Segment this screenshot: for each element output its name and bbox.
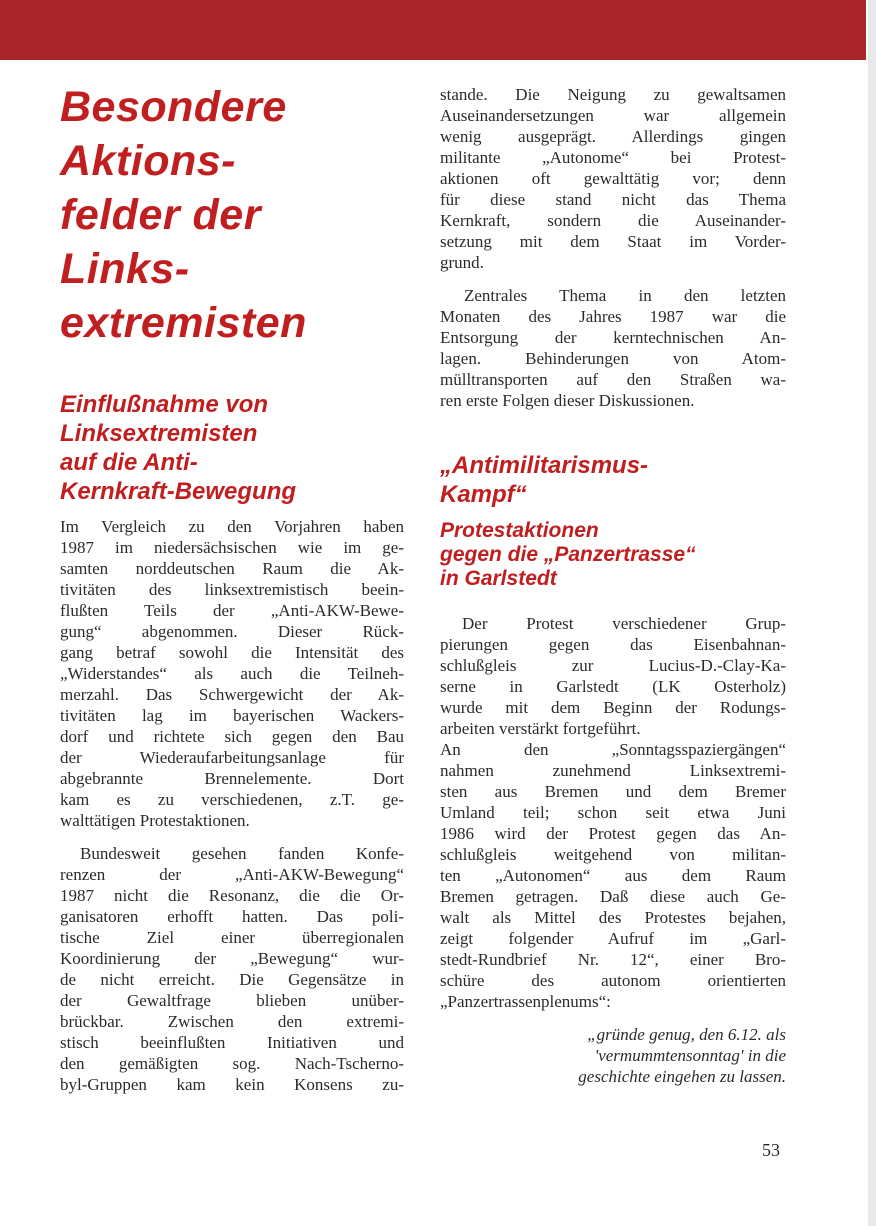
chapter-title-line: Besondere xyxy=(60,83,287,131)
quote-line: 'vermummtensonntag' in die xyxy=(594,1046,786,1065)
section-heading-line: Kampf“ xyxy=(440,481,527,508)
text-line: samten norddeutschen Raum die Ak- xyxy=(60,559,404,578)
text-line: nahmen zunehmend Linksextremi- xyxy=(440,761,786,780)
paragraph xyxy=(440,84,786,273)
right-column xyxy=(440,84,786,1087)
subsection-heading-line: Protestaktionen xyxy=(440,519,599,542)
section-heading-line: auf die Anti- xyxy=(60,449,198,476)
subsection-heading-line: gegen die „Panzertrasse“ xyxy=(440,543,696,566)
text-line: tivitäten lag im bayerischen Wackers- xyxy=(60,706,404,725)
text-line: ten „Autonomen“ aus dem Raum xyxy=(440,866,786,885)
chapter-title-line: extremisten xyxy=(60,299,307,347)
text-line: militante „Autonome“ bei Protest- xyxy=(440,148,786,167)
text-line: gung“ abgenommen. Dieser Rück- xyxy=(60,622,404,641)
paragraph xyxy=(440,613,786,1012)
text-line: kam es zu verschiedenen, z.T. ge- xyxy=(60,790,404,809)
text-line: gang betraf sowohl die Intensität des xyxy=(60,643,404,662)
text-line: byl-Gruppen kam kein Konsens zu- xyxy=(60,1075,404,1094)
paragraph xyxy=(60,843,404,1095)
chapter-title-line: Links- xyxy=(60,245,190,293)
section-heading-line: „Antimilitarismus- xyxy=(440,452,649,479)
paragraph xyxy=(440,285,786,411)
text-line: abgebrannte Brennelemente. Dort xyxy=(60,769,404,788)
quote-line: geschichte eingehen zu lassen. xyxy=(578,1067,786,1086)
chapter-title-line: Aktions- xyxy=(60,137,236,185)
text-line: 1987 im niedersächsischen wie im ge- xyxy=(60,538,404,557)
text-line: arbeiten verstärkt fortgeführt. xyxy=(440,719,641,738)
text-line: Im Vergleich zu den Vorjahren haben xyxy=(60,517,404,536)
text-line: Zentrales Thema in den letzten xyxy=(464,286,786,305)
text-line: mülltransporten auf den Straßen wa- xyxy=(440,370,786,389)
chapter-title-line: felder der xyxy=(60,191,261,239)
text-line: 1986 wird der Protest gegen das An- xyxy=(440,824,786,843)
text-line: flußten Teils der „Anti-AKW-Bewe- xyxy=(60,601,404,620)
text-line: ren erste Folgen dieser Diskussionen. xyxy=(440,391,695,410)
text-line: An den „Sonntagsspaziergängen“ xyxy=(440,740,786,759)
text-line: serne in Garlstedt (LK Osterholz) xyxy=(440,677,786,696)
text-line: Monaten des Jahres 1987 war die xyxy=(440,307,786,326)
section-heading-line: Linksextremisten xyxy=(60,420,258,447)
text-line: aktionen oft gewalttätig vor; denn xyxy=(440,169,786,188)
header-bar xyxy=(0,0,866,60)
subsection-heading xyxy=(440,519,786,591)
text-line: den gemäßigten sog. Nach-Tscherno- xyxy=(60,1054,404,1073)
quote-line: „gründe genug, den 6.12. als xyxy=(587,1025,786,1044)
text-line: stedt-Rundbrief Nr. 12“, einer Bro- xyxy=(440,950,786,969)
text-line: merzahl. Das Schwergewicht der Ak- xyxy=(60,685,404,704)
text-line: stisch beeinflußten Initiativen und xyxy=(60,1033,404,1052)
text-line: sten aus Bremen und dem Bremer xyxy=(440,782,786,801)
text-line: tivitäten des linksextremistisch beein- xyxy=(60,580,404,599)
section-heading-line: Einflußnahme von xyxy=(60,391,269,418)
text-line: de nicht erreicht. Die Gegensätze in xyxy=(60,970,404,989)
text-line: renzen der „Anti-AKW-Bewegung“ xyxy=(60,865,404,884)
text-line: „Widerstandes“ als auch die Teilneh- xyxy=(60,664,404,683)
section-heading xyxy=(440,451,786,509)
subsection-heading-line: in Garlstedt xyxy=(440,567,557,590)
text-line: setzung mit dem Staat im Vorder- xyxy=(440,232,786,251)
text-line: wenig ausgeprägt. Allerdings gingen xyxy=(440,127,786,146)
text-line: Entsorgung der kerntechnischen An- xyxy=(440,328,786,347)
text-line: Bundesweit gesehen fanden Konfe- xyxy=(80,844,404,863)
text-line: lagen. Behinderungen von Atom- xyxy=(440,349,786,368)
text-line: der Gewaltfrage blieben unüber- xyxy=(60,991,404,1010)
text-line: schüre des autonom orientierten xyxy=(440,971,786,990)
text-line: wurde mit dem Beginn der Rodungs- xyxy=(440,698,786,717)
text-line: Auseinandersetzungen war allgemein xyxy=(440,106,786,125)
text-line: Umland teil; schon seit etwa Juni xyxy=(440,803,786,822)
text-line: Bremen getragen. Daß diese auch Ge- xyxy=(440,887,786,906)
text-line: dorf und richtete sich gegen den Bau xyxy=(60,727,404,746)
section-heading xyxy=(60,390,404,506)
text-line: 1987 nicht die Resonanz, die die Or- xyxy=(60,886,404,905)
text-line: schlußgleis zur Lucius-D.-Clay-Ka- xyxy=(440,656,786,675)
page-number: 53 xyxy=(762,1140,780,1160)
text-line: pierungen gegen das Eisenbahnan- xyxy=(440,635,786,654)
text-line: walt als Mittel des Protestes bejahen, xyxy=(440,908,786,927)
block-quote xyxy=(508,1024,786,1087)
page-edge xyxy=(868,0,876,1226)
text-line: schlußgleis weitgehend von militan- xyxy=(440,845,786,864)
section-heading-line: Kernkraft-Bewegung xyxy=(60,478,297,505)
left-column xyxy=(60,80,404,1095)
chapter-title xyxy=(60,80,404,350)
text-line: „Panzertrassenplenums“: xyxy=(440,992,611,1011)
text-line: ganisatoren erhofft hatten. Das poli- xyxy=(60,907,404,926)
text-line: für diese stand nicht das Thema xyxy=(440,190,786,209)
paragraph xyxy=(60,516,404,831)
text-line: brückbar. Zwischen den extremi- xyxy=(60,1012,404,1031)
text-line: Kernkraft, sondern die Auseinander- xyxy=(440,211,786,230)
text-line: Koordinierung der „Bewegung“ wur- xyxy=(60,949,404,968)
text-line: tische Ziel einer überregionalen xyxy=(60,928,404,947)
text-line: stande. Die Neigung zu gewaltsamen xyxy=(440,85,786,104)
text-line: der Wiederaufarbeitungsanlage für xyxy=(60,748,404,767)
text-line: Der Protest verschiedener Grup- xyxy=(462,614,786,633)
text-line: zeigt folgender Aufruf im „Garl- xyxy=(440,929,786,948)
text-line: grund. xyxy=(440,253,484,272)
text-line: walttätigen Protestaktionen. xyxy=(60,811,250,830)
